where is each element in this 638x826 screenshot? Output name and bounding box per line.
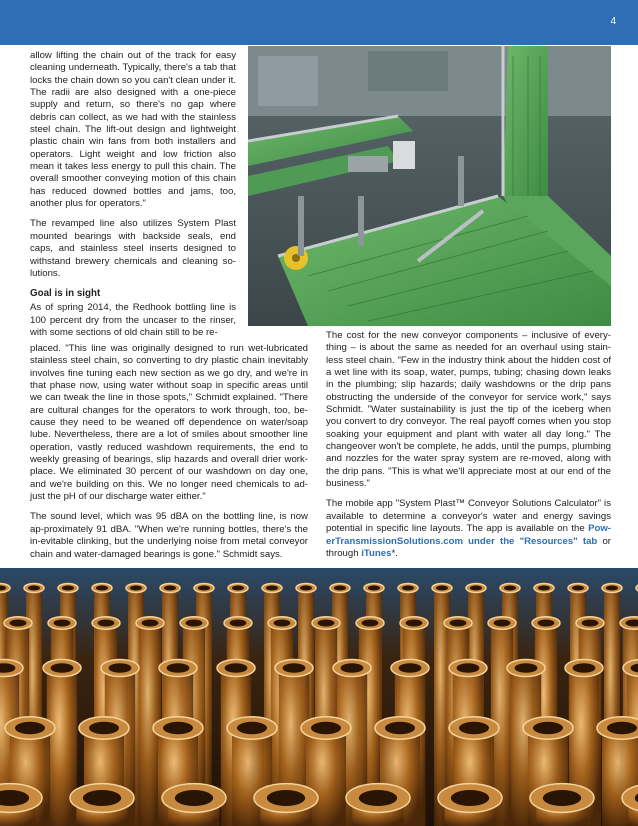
bottle-opening bbox=[267, 790, 305, 806]
bottle-opening bbox=[402, 586, 414, 591]
paragraph-sound-level: The sound level, which was 95 dBA on the bottling line, is now ap-proximately 91 dBA. "When we're running bottles, there's the in-evitable clinking, but the underlying noise from metal conveyor chain and water-damaged bearings is gone." Schmidt says. bbox=[30, 511, 308, 560]
app-text-end: *. bbox=[391, 547, 398, 559]
bottle-opening bbox=[28, 586, 40, 591]
bottle-opening bbox=[334, 586, 346, 591]
paragraph-bearings: The revamped line also utilizes System Plast mounted bearings with backside seals, end caps, and stainless steel inserts designed to withstand brewery chemicals and cleaning so-lutions. bbox=[30, 218, 236, 279]
app-text: The mobile app "System Plast™ Conveyor Solutions Calculator" is available to determine a conveyor's water and energy savings potential in specific line layouts. The app is available on the bbox=[326, 498, 611, 535]
bottle-opening bbox=[572, 586, 584, 591]
bottle-opening bbox=[266, 586, 278, 591]
bottle-opening bbox=[300, 586, 312, 591]
bottle-opening bbox=[62, 586, 74, 591]
app-text-mid: or through bbox=[326, 535, 611, 559]
bottle-opening bbox=[274, 620, 291, 627]
bottle-opening bbox=[359, 790, 397, 806]
bottle-opening bbox=[607, 722, 637, 735]
paragraph-cost: The cost for the new conveyor components – inclusive of every-thing – is about the same as needed for an overhaul using stain-less steel chain. "Few in the industry think about the hidden cost of a wet line with its soap, water, pumps, tubing; chasing down leaks in the plumbing; slip hazards; daily washdowns or the drip pans obstructing the underside of the conveyor for service work," says Schmidt. "Water sustainability is just the tip of the iceberg when you convert to dry conveyor. The real payoff comes when you stop soaking your equipment and plant with water all day long." The changeover won't be complete, he adds, until the pumps, plumbing and nozzles for the water spray system are re-moved, along with the drip pans. "This is what we'll appreciate most at our end of the business." bbox=[326, 330, 611, 490]
bottle-neck bbox=[306, 728, 346, 826]
page-header-bar bbox=[0, 0, 638, 45]
bottle-opening bbox=[186, 620, 203, 627]
bottle-opening bbox=[515, 663, 538, 673]
bottle-opening bbox=[164, 586, 176, 591]
bottle-opening bbox=[51, 663, 74, 673]
paragraph-chain-design: allow lifting the chain out of the track for easy cleaning underneath. Typically, there's a tab that locks the chain down so you can't clean under it. The radii are also designed with a one-piece supply and return, so there's no gap where debris can collect, as we had with the stainless steel chain. The lift-out design and lightweight plastic chain win fans from both installers and operators. Light weight and low friction also mean it takes less energy to pull this chain. The overall smoother conveying motion of this chain has reduced downed bottles and jams, too, another plus for operators." bbox=[30, 50, 236, 210]
bottle-opening bbox=[130, 586, 142, 591]
bottle-opening bbox=[225, 663, 248, 673]
paragraph-mobile-app bbox=[326, 498, 611, 560]
bottle-opening bbox=[163, 722, 193, 735]
bottle-opening bbox=[175, 790, 213, 806]
bottle-opening bbox=[582, 620, 599, 627]
bottle-opening bbox=[494, 620, 511, 627]
bottle-opening bbox=[573, 663, 596, 673]
bottle-opening bbox=[504, 586, 516, 591]
resources-tab-link[interactable]: Pow-erTransmissionSolutions.com under the "Resources" tab bbox=[326, 523, 611, 547]
right-column bbox=[326, 330, 611, 568]
bottle-opening bbox=[167, 663, 190, 673]
bottle-opening bbox=[96, 586, 108, 591]
page-number: 4 bbox=[610, 16, 616, 27]
bottle-opening bbox=[283, 663, 306, 673]
bottle-opening bbox=[54, 620, 71, 627]
bottle-opening bbox=[436, 586, 448, 591]
bottle-opening bbox=[232, 586, 244, 591]
bottle-opening bbox=[399, 663, 422, 673]
bottle-opening bbox=[533, 722, 563, 735]
bottle-opening bbox=[142, 620, 159, 627]
bottle-opening bbox=[362, 620, 379, 627]
bottle-opening bbox=[457, 663, 480, 673]
bottle-opening bbox=[538, 620, 555, 627]
bottle-opening bbox=[89, 722, 119, 735]
bottle-opening bbox=[15, 722, 45, 735]
paragraph-dry-line-start: As of spring 2014, the Redhook bottling line is 100 percent dry from the uncaser to the rinser, with some sections of old chain still to be re- bbox=[30, 302, 236, 338]
bottle-opening bbox=[318, 620, 335, 627]
bottle-opening bbox=[109, 663, 132, 673]
section-heading: Goal is in sight bbox=[30, 288, 101, 300]
bottle-opening bbox=[368, 586, 380, 591]
bottle-opening bbox=[606, 586, 618, 591]
left-wide-column bbox=[30, 309, 308, 569]
bottle-opening bbox=[341, 663, 364, 673]
bottle-opening bbox=[237, 722, 267, 735]
left-column bbox=[30, 50, 236, 339]
bottle-opening bbox=[10, 620, 27, 627]
paragraph-dry-line-rest: placed. "This line was originally designed to run wet-lubricated stainless steel chain, so converting to dry plastic chain inevitably involves fine tuning each new section as we go dry, and we're in that phase now, using water without soap in specific areas until we can tweak the line in those spots," Schmidt explained. "There are cultural changes for the operators to work through, too, be-cause they need to be weaned off dependence on water/soap lube. Nevertheless, there are a lot of smiles about smoother line operation, vastly reduced washdown requirements, the end to weekly greasing of bearings, slip hazards and overall drier work-place. We eliminated 30 percent of our washdown on day one, and we're building on this. We no longer need chemicals to ad-just the pH of our discharge water either." bbox=[30, 343, 308, 503]
bottle-opening bbox=[198, 586, 210, 591]
bottle-opening bbox=[230, 620, 247, 627]
bottle-opening bbox=[538, 586, 550, 591]
bottle-opening bbox=[459, 722, 489, 735]
bottle-opening bbox=[451, 790, 489, 806]
conveyor-photo bbox=[248, 46, 611, 326]
itunes-link[interactable]: iTunes bbox=[361, 547, 392, 559]
bottle-opening bbox=[543, 790, 581, 806]
bottle-opening bbox=[450, 620, 467, 627]
bottle-opening bbox=[385, 722, 415, 735]
bottle-opening bbox=[98, 620, 115, 627]
bottle-opening bbox=[406, 620, 423, 627]
bottle-opening bbox=[83, 790, 121, 806]
bottle-opening bbox=[311, 722, 341, 735]
bottles-photo bbox=[0, 568, 638, 826]
bottle-opening bbox=[470, 586, 482, 591]
